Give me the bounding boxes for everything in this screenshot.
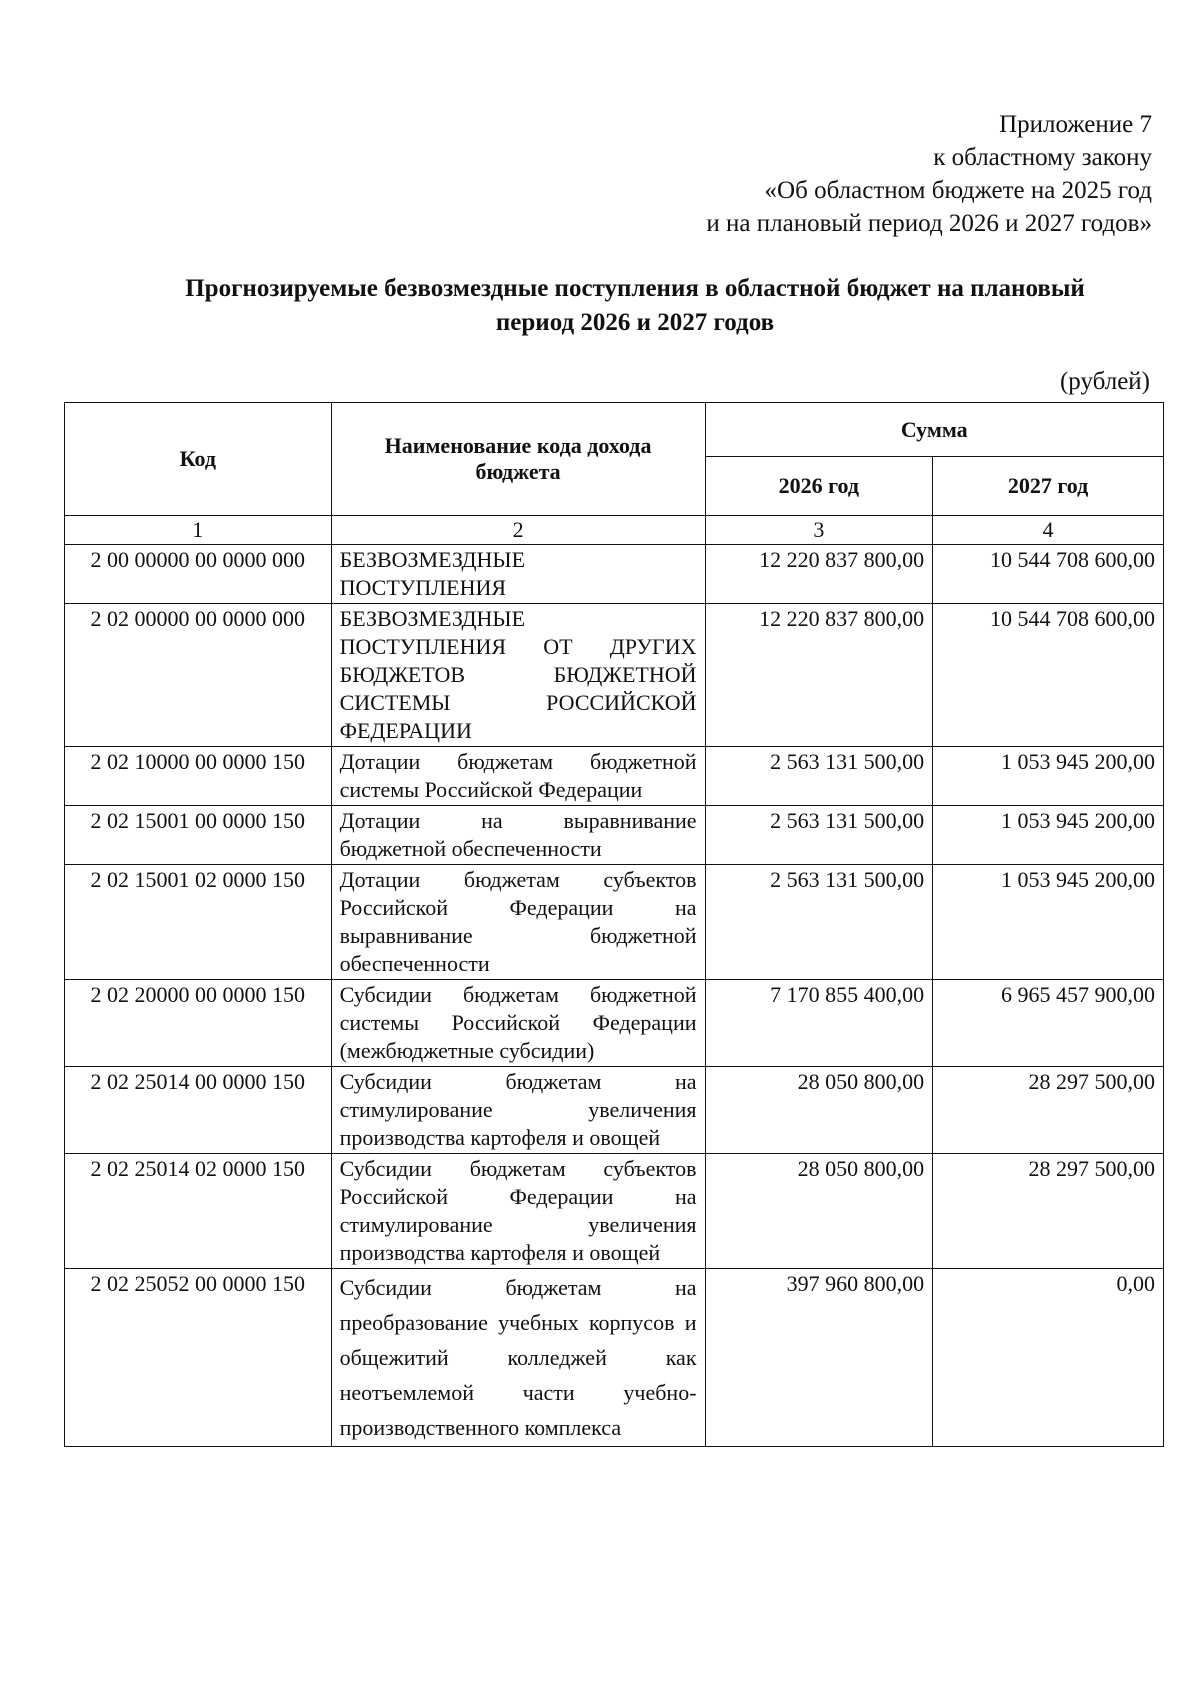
- column-number: 3: [705, 516, 933, 545]
- row-amount-2026: 28 050 800,00: [705, 1154, 933, 1269]
- row-amount-2026: 2 563 131 500,00: [705, 806, 933, 865]
- appendix-number: Приложение 7: [999, 111, 1152, 138]
- table-row: [65, 1154, 1164, 1269]
- row-code: 2 02 25052 00 0000 150: [65, 1269, 332, 1447]
- row-name: БЕЗВОЗМЕЗДНЫЕ ПОСТУПЛЕНИЯ ОТ ДРУГИХ БЮДЖЕТОВ БЮДЖЕТНОЙ СИСТЕМЫ РОССИЙСКОЙ ФЕДЕРАЦИИ: [331, 604, 705, 747]
- header-sum: Сумма: [705, 403, 1163, 457]
- row-name: Субсидии бюджетам бюджетной системы Российской Федерации (межбюджетные субсидии): [331, 980, 705, 1067]
- row-code: 2 02 00000 00 0000 000: [65, 604, 332, 747]
- table-row: [65, 865, 1164, 980]
- appendix-law-ref: к областному закону: [933, 144, 1152, 171]
- row-amount-2027: 6 965 457 900,00: [933, 980, 1164, 1067]
- appendix-law-title: «Об областном бюджете на 2025 год: [764, 177, 1152, 204]
- row-amount-2027: 0,00: [933, 1269, 1164, 1447]
- table-row: [65, 545, 1164, 604]
- row-amount-2026: 2 563 131 500,00: [705, 747, 933, 806]
- row-code: 2 02 15001 00 0000 150: [65, 806, 332, 865]
- column-number: 4: [933, 516, 1164, 545]
- header-name: Наименование кода дохода бюджета: [331, 403, 705, 516]
- row-code: 2 02 25014 00 0000 150: [65, 1067, 332, 1154]
- column-number: 1: [65, 516, 332, 545]
- table-row: [65, 806, 1164, 865]
- appendix-law-period: и на плановый период 2026 и 2027 годов»: [706, 210, 1152, 237]
- row-code: 2 02 20000 00 0000 150: [65, 980, 332, 1067]
- row-amount-2027: 10 544 708 600,00: [933, 545, 1164, 604]
- row-amount-2026: 2 563 131 500,00: [705, 865, 933, 980]
- table-row: [65, 1067, 1164, 1154]
- header-2026: 2026 год: [705, 457, 933, 516]
- row-amount-2026: 397 960 800,00: [705, 1269, 933, 1447]
- row-amount-2026: 7 170 855 400,00: [705, 980, 933, 1067]
- row-amount-2027: 1 053 945 200,00: [933, 747, 1164, 806]
- units-label: (рублей): [1059, 368, 1150, 395]
- row-name: Субсидии бюджетам субъектов Российской Федерации на стимулирование увеличения производства картофеля и овощей: [331, 1154, 705, 1269]
- header-2027: 2027 год: [933, 457, 1164, 516]
- row-amount-2026: 12 220 837 800,00: [705, 545, 933, 604]
- column-number-row: [65, 516, 1164, 545]
- row-name: БЕЗВОЗМЕЗДНЫЕ ПОСТУПЛЕНИЯ: [331, 545, 705, 604]
- document-title-line-2: период 2026 и 2027 годов: [495, 309, 775, 336]
- header-code: Код: [65, 403, 332, 516]
- row-amount-2026: 12 220 837 800,00: [705, 604, 933, 747]
- row-amount-2027: 28 297 500,00: [933, 1154, 1164, 1269]
- row-name: Субсидии бюджетам на преобразование учебных корпусов и общежитий колледжей как неотъемлемой части учебно-производственного комплекса: [331, 1269, 705, 1447]
- budget-table: [64, 402, 1164, 1447]
- document-title: [120, 272, 1150, 340]
- row-code: 2 02 25014 02 0000 150: [65, 1154, 332, 1269]
- row-amount-2026: 28 050 800,00: [705, 1067, 933, 1154]
- row-name: Дотации бюджетам субъектов Российской Федерации на выравнивание бюджетной обеспеченности: [331, 865, 705, 980]
- row-amount-2027: 1 053 945 200,00: [933, 865, 1164, 980]
- table-row: [65, 604, 1164, 747]
- row-amount-2027: 10 544 708 600,00: [933, 604, 1164, 747]
- row-name: Дотации на выравнивание бюджетной обеспеченности: [331, 806, 705, 865]
- table-row: [65, 1269, 1164, 1447]
- row-code: 2 02 10000 00 0000 150: [65, 747, 332, 806]
- row-amount-2027: 1 053 945 200,00: [933, 806, 1164, 865]
- document-title-line-1: Прогнозируемые безвозмездные поступления в областной бюджет на плановый: [185, 275, 1085, 302]
- row-name: Субсидии бюджетам на стимулирование увеличения производства картофеля и овощей: [331, 1067, 705, 1154]
- row-code: 2 02 15001 02 0000 150: [65, 865, 332, 980]
- table-row: [65, 980, 1164, 1067]
- row-name: Дотации бюджетам бюджетной системы Российской Федерации: [331, 747, 705, 806]
- appendix-header: [706, 108, 1152, 240]
- row-code: 2 00 00000 00 0000 000: [65, 545, 332, 604]
- table-row: [65, 747, 1164, 806]
- row-amount-2027: 28 297 500,00: [933, 1067, 1164, 1154]
- column-number: 2: [331, 516, 705, 545]
